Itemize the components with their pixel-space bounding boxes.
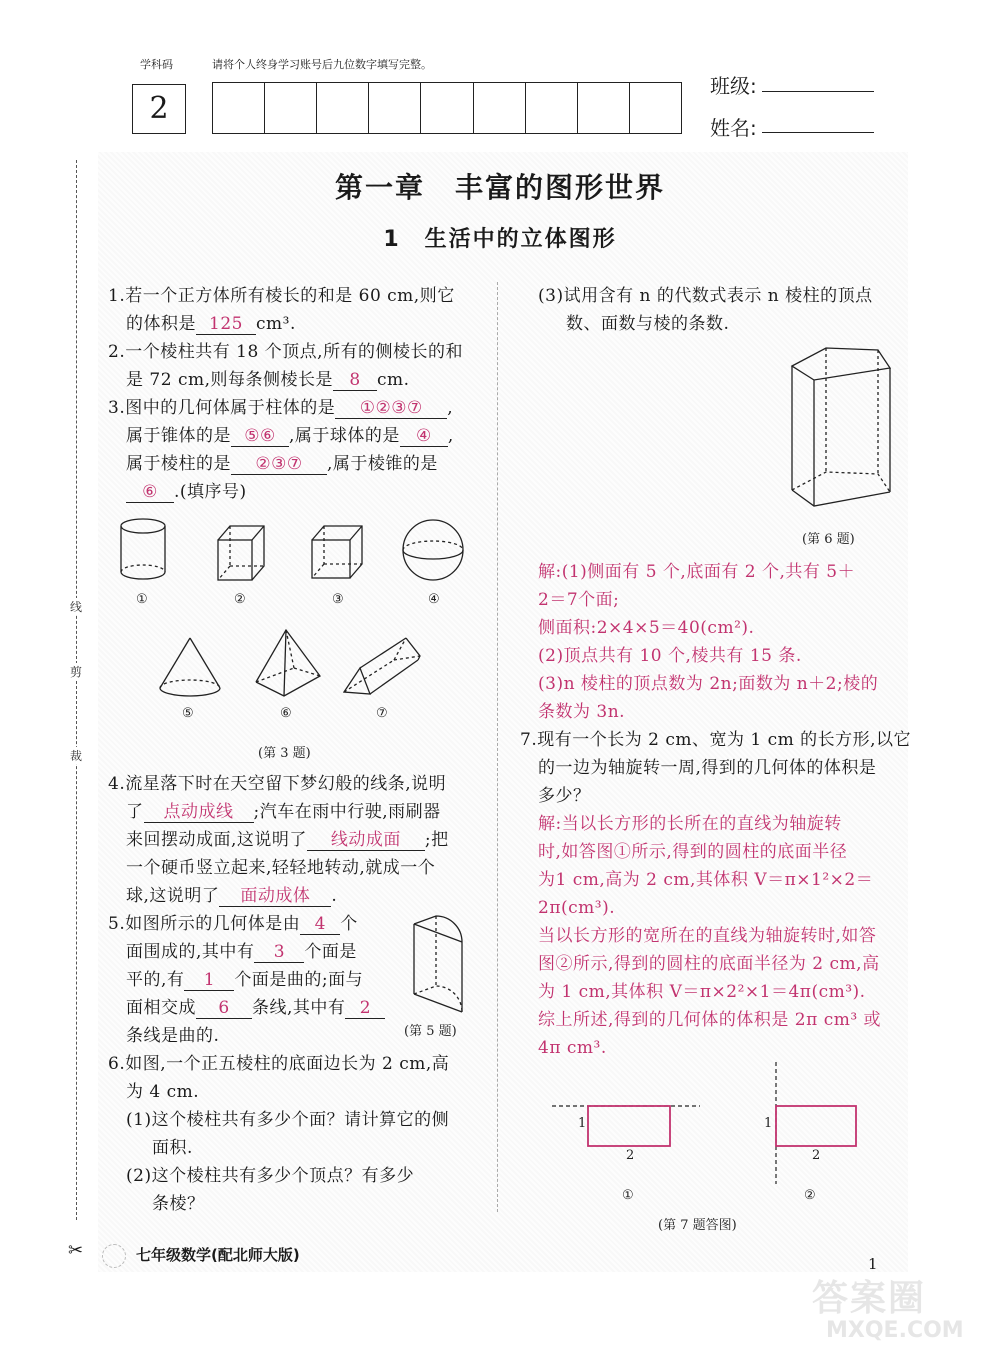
side-label-line: 线 (70, 600, 83, 614)
q2-answer: 8 (333, 371, 377, 391)
q4-text: 来回摆动成面,这说明了 (126, 830, 307, 850)
q4-text: 了 (126, 802, 144, 822)
q5-answer-2: 3 (254, 943, 304, 963)
cuboid-shape (218, 526, 264, 580)
q3-answer-pyramid: ⑥ (126, 483, 174, 503)
q7-solution-line8: 综上所述,得到的几何体的体积是 2π cm³ 或 (538, 1010, 882, 1030)
q7-fig2-length-label: 2 (812, 1148, 821, 1163)
book-title: 七年级数学(配北师大版) (136, 1246, 300, 1264)
q4-line5 (126, 882, 337, 910)
q5-line1 (108, 910, 358, 938)
q5-text: 个面是 (304, 942, 357, 962)
digit-box[interactable] (526, 83, 578, 133)
q1-text: 的体积是 (126, 314, 196, 334)
cut-line (76, 160, 77, 1220)
q4-line4: 一个硬币竖立起来,轻轻地转动,就成一个 (126, 858, 436, 878)
q7-solution-line9: 4π cm³. (538, 1038, 607, 1058)
q7-fig2-width-label: 1 (764, 1116, 773, 1131)
pyramid-shape (256, 630, 320, 696)
q1-line2 (126, 310, 296, 338)
side-label-trim: 裁 (70, 749, 83, 763)
digit-box[interactable] (578, 83, 630, 133)
q3-answer-prism-all: ①②③⑦ (335, 399, 447, 419)
q5-caption: (第 5 题) (404, 1024, 457, 1039)
q3-comma: , (447, 398, 454, 418)
q5-text: 面围成的,其中有 (126, 942, 255, 962)
q6-solution-line1: 解:(1)侧面有 5 个,底面有 2 个,共有 5＋ (538, 562, 856, 582)
q4-line3 (126, 826, 449, 854)
q7-fig1-length-label: 2 (626, 1148, 635, 1163)
q2-unit: cm. (376, 370, 410, 390)
q3-answer-cone: ⑤⑥ (231, 427, 289, 447)
q3-caption: (第 3 题) (258, 746, 311, 761)
q7-solution-line6: 图②所示,得到的圆柱的底面半径为 2 cm,高 (538, 954, 880, 974)
q4-answer-2: 线动成面 (307, 831, 425, 851)
q6-solution-line3: 侧面积:2×4×5＝40(cm²). (538, 618, 755, 638)
digit-box[interactable] (474, 83, 526, 133)
q5-line3 (126, 966, 363, 994)
q5-line2 (126, 938, 357, 966)
q1-unit: cm³. (256, 314, 296, 334)
account-instruction: 请将个人终身学习账号后九位数字填写完整。 (212, 58, 432, 71)
q6-solution-line2: 2＝7个面; (538, 590, 620, 610)
q3-line2 (126, 422, 454, 450)
sphere-shape (403, 520, 463, 580)
q5-text: 条线,其中有 (252, 998, 346, 1018)
q6-sub2b: 条棱？ (152, 1194, 205, 1214)
account-digit-boxes[interactable] (212, 82, 682, 134)
q4-text: . (331, 886, 338, 906)
shape-label-5: ⑤ (182, 706, 194, 721)
q6-sub3a: (3)试用含有 n 的代数式表示 n 棱柱的顶点 (538, 286, 873, 306)
q5-answer-4: 6 (196, 999, 252, 1019)
cube-shape (312, 526, 362, 578)
q5-answer-5: 2 (345, 999, 385, 1019)
watermark-site: MXQE.COM (826, 1318, 964, 1343)
q5-answer-3: 1 (184, 971, 234, 991)
q3-answer-sphere: ④ (400, 427, 448, 447)
shape-label-2: ② (234, 592, 246, 607)
q7-solution-line2: 时,如答图①所示,得到的圆柱的底面半径 (538, 842, 848, 862)
digit-box[interactable] (421, 83, 473, 133)
q7-solution-line4: 2π(cm³). (538, 898, 616, 918)
triangular-prism-shape (344, 638, 420, 694)
q3-line1 (108, 394, 453, 422)
shape-label-4: ④ (428, 592, 440, 607)
shape-label-6: ⑥ (280, 706, 292, 721)
watermark-logo: 答案圈 (812, 1278, 927, 1319)
cylinder-shape (121, 519, 165, 579)
q4-answer-1: 点动成线 (144, 803, 254, 823)
q5-text: 平的,有 (126, 970, 185, 990)
page-number: 1 (868, 1255, 878, 1273)
shape-label-3: ③ (332, 592, 344, 607)
shape-label-7: ⑦ (376, 706, 388, 721)
q6-sub1a: (1)这个棱柱共有多少个面？请计算它的侧 (126, 1110, 450, 1130)
chapter-title: 第一章 丰富的图形世界 (334, 171, 665, 204)
q7-line2: 的一边为轴旋转一周,得到的几何体的体积是 (538, 758, 877, 778)
q7-figure-2 (776, 1062, 856, 1184)
q3-text: 属于锥体的是 (126, 426, 231, 446)
digit-box[interactable] (630, 83, 681, 133)
q3-line4 (126, 478, 247, 506)
q6-sub3b: 数、面数与棱的条数. (566, 314, 730, 334)
digit-box[interactable] (317, 83, 369, 133)
q4-line1: 4.流星落下时在天空留下梦幻般的线条,说明 (108, 774, 447, 794)
q7-answer-figures (550, 1062, 890, 1212)
q5-text: 个 (340, 914, 358, 934)
book-logo-icon (102, 1244, 126, 1268)
q3-text: ,属于球体的是 (289, 426, 400, 446)
column-divider (497, 282, 498, 1212)
q1-line1: 1.若一个正方体所有棱长的和是 60 cm,则它 (108, 286, 455, 306)
q6-line1: 6.如图,一个正五棱柱的底面边长为 2 cm,高 (108, 1054, 450, 1074)
q7-solution-line5: 当以长方形的宽所在的直线为轴旋转时,如答 (538, 926, 877, 946)
q5-text: 面相交成 (126, 998, 196, 1018)
q6-sub1b: 面积. (152, 1138, 193, 1158)
q3-comma: , (447, 426, 454, 446)
q2-line1: 2.一个棱柱共有 18 个顶点,所有的侧棱长的和 (108, 342, 464, 362)
q6-solution-line6: 条数为 3n. (538, 702, 626, 722)
q2-text: 是 72 cm,则每条侧棱长是 (126, 370, 333, 390)
q6-line2: 为 4 cm. (126, 1082, 200, 1102)
q5-line4 (126, 994, 385, 1022)
q7-caption: (第 7 题答图) (658, 1218, 737, 1233)
q7-solution-line3: 为1 cm,高为 2 cm,其体积 V＝π×1²×2＝ (538, 870, 874, 890)
scissors-icon: ✂ (68, 1240, 84, 1261)
q3-text: 属于棱柱的是 (126, 454, 231, 474)
q2-line2 (126, 366, 410, 394)
q6-pentagonal-prism-figure (780, 340, 900, 520)
q3-text: 3.图中的几何体属于柱体的是 (108, 398, 336, 418)
q4-text: ;汽车在雨中行驶,雨刷器 (253, 802, 441, 822)
q6-sub2a: (2)这个棱柱共有多少个顶点？有多少 (126, 1166, 415, 1186)
q3-shapes-figure (108, 510, 488, 740)
q4-line2 (126, 798, 441, 826)
q7-figure-1 (552, 1106, 700, 1146)
q7-solution-line1: 解:当以长方形的长所在的直线为轴旋转 (538, 814, 842, 834)
q4-answer-3: 面动成体 (219, 887, 331, 907)
name-label: 姓名: (710, 116, 757, 140)
q6-solution-line4: (2)顶点共有 10 个,棱共有 15 条. (538, 646, 802, 666)
shape-label-1: ① (136, 592, 148, 607)
q7-fig2-label: ② (804, 1188, 816, 1203)
cone-shape (160, 638, 220, 696)
q3-text: ,属于棱锥的是 (327, 454, 438, 474)
q7-solution-line7: 为 1 cm,其体积 V＝π×2²×1＝4π(cm³). (538, 982, 866, 1002)
q7-fig1-width-label: 1 (578, 1116, 587, 1131)
class-field[interactable] (762, 91, 874, 92)
q3-answer-prism: ②③⑦ (231, 455, 327, 475)
name-field[interactable] (762, 132, 874, 133)
q7-line1: 7.现有一个长为 2 cm、宽为 1 cm 的长方形,以它 (520, 730, 912, 750)
q6-caption: (第 6 题) (802, 532, 855, 547)
q7-line3: 多少？ (538, 786, 591, 806)
digit-box[interactable] (213, 83, 265, 133)
subject-code-label: 学科码 (140, 58, 173, 71)
q4-text: ;把 (424, 830, 449, 850)
subject-code-box: 2 (132, 84, 186, 134)
digit-box[interactable] (265, 83, 317, 133)
side-label-cut: 剪 (70, 665, 83, 679)
q1-answer: 125 (196, 315, 256, 335)
q5-figure (406, 912, 472, 1018)
q6-solution-line5: (3)n 棱柱的顶点数为 2n;面数为 n＋2;棱的 (538, 674, 879, 694)
q5-line5: 条线是曲的. (126, 1026, 220, 1046)
q7-fig1-label: ① (622, 1188, 634, 1203)
q3-text: .(填序号) (174, 482, 247, 502)
q5-answer-1: 4 (300, 915, 340, 935)
section-title: 1 生活中的立体图形 (383, 227, 617, 252)
q3-line3 (126, 450, 438, 478)
q5-text: 个面是曲的;面与 (234, 970, 364, 990)
q4-text: 球,这说明了 (126, 886, 220, 906)
digit-box[interactable] (369, 83, 421, 133)
q5-text: 5.如图所示的几何体是由 (108, 914, 301, 934)
class-label: 班级: (710, 74, 757, 98)
